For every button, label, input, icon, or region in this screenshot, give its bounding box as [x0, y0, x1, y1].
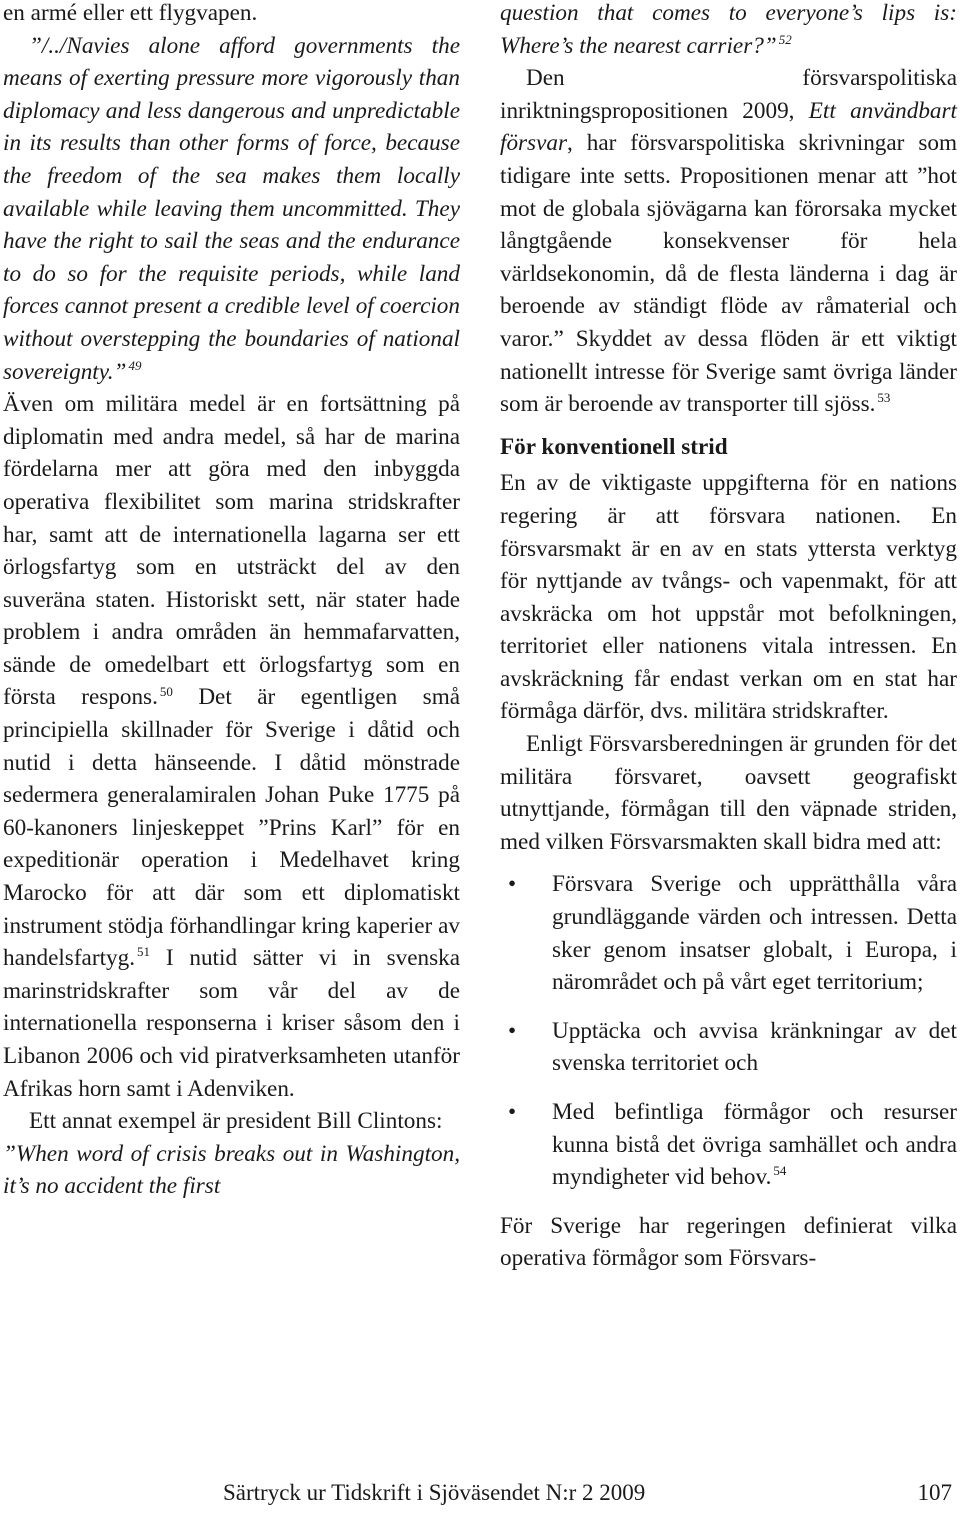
quote-text: question that comes to everyone’s lips is: Where’s the nearest carrier?” — [500, 0, 957, 59]
list-item — [500, 1015, 957, 1080]
body-paragraph: För Sverige har regeringen definierat vilka operativa förmågor som Försvars- — [500, 1212, 957, 1272]
body-paragraph — [500, 62, 957, 421]
body-paragraph: Enligt Försvarsberedningen är grunden för det militära försvaret, oavsett geografiskt utnyttjande, förmågan till den väpnade striden, med vilken Försvarsmakten skall bidra med att: — [500, 731, 957, 855]
bullet-list — [500, 868, 957, 1193]
body-paragraph: Ett annat exempel är president Bill Clintons: — [29, 1108, 443, 1135]
bullet-icon: • — [508, 871, 517, 898]
footnote-ref-52: 52 — [778, 31, 792, 47]
body-paragraph: En av de viktigaste uppgifterna för en nations regering är att försvara nationen. En försvarsmakt är en av en stats yttersta verktyg för nyttjande av tvångs- och vapenmakt, för att avskräcka om hot uppstår mot befolkningen, territoriet eller nationens vitala intressen. En avskräckning får endast verkan om en stat har förmåga därför, dvs. militära stridskrafter. — [500, 470, 957, 725]
list-item-text: Med befintliga förmågor och resurser kunna bistå det övriga samhället och andra myndigheter vid behov. — [552, 1099, 957, 1191]
list-item-text: Försvara Sverige och upprätthålla våra grundläggande värden och intressen. Detta sker genom insatser globalt, i Europa, i närområdet och på vårt eget territorium; — [552, 871, 957, 996]
left-column — [3, 0, 460, 1203]
document-title: Ett användbart försvar — [500, 97, 957, 157]
right-column — [500, 0, 957, 1275]
bullet-icon: • — [508, 1017, 517, 1044]
footnote-ref-50: 50 — [159, 683, 173, 699]
paragraph-continuation: en armé eller ett flygvapen. — [3, 0, 258, 26]
block-quote: ”When word of crisis breaks out in Washington, it’s no accident the first — [3, 1140, 460, 1200]
footnote-ref-49: 49 — [128, 357, 142, 373]
block-quote — [3, 30, 460, 389]
paragraph-text: I nutid sätter vi in svenska marinstridskrafter som vår del av de internationella responserna i kriser såsom den i Libanon 2006 och vid piratverksamheten utanför Afrikas horn samt i Adenviken. — [3, 945, 461, 1102]
paragraph-text: Även om militära medel är en fortsättning på diplomatin med andra medel, så har de marina fördelarna mer att göra med den inbyggda operativa flexibilitet som marina stridskrafter har, samt att de internationella lagarna ser ett örlogsfartyg som en utsträckt del av den suveräna staten. Historiskt sett, när stater hade problem i andra områden än hemmafarvatten, sände de omedelbart ett örlogsfartyg som en första respons. — [3, 391, 460, 711]
paragraph-text: Den försvarspolitiska inriktningspropositionen 2009, — [500, 65, 957, 124]
body-paragraph — [3, 388, 460, 1105]
page-number: 107 — [917, 1480, 952, 1505]
paragraph-text: , har försvarspolitiska skrivningar som tidigare inte setts. Propositionen menar att ”hot mot de globala sjövägarna kan förorsaka mycket långtgående konsekvenser för hela världsekonomin, då de flesta länderna i dag är beroende av ständigt flöde av råmaterial och varor.” Skyddet av dessa flöden är ett viktigt nationellt intresse för Sverige samt övriga länder som är beroende av transporter till sjöss. — [500, 130, 957, 418]
footnote-ref-51: 51 — [137, 944, 150, 960]
paragraph-text: Det är egentligen små principiella skillnader för Sverige i dåtid och nutid i detta hänseende. I dåtid mönstrade sedermera generalamiralen Johan Puke 1775 på 60-kanoners linjeskeppet ”Prins Karl” för en expeditionär operation i Medelhavet kring Marocko för att där som ett diplomatiskt instrument stödja förhandlingar kring kaperier av handelsfartyg. — [3, 684, 461, 972]
footnote-ref-53: 53 — [877, 390, 891, 406]
list-item — [500, 868, 957, 998]
list-item — [500, 1096, 957, 1194]
block-quote-continuation — [500, 0, 957, 62]
quote-text: ”/../Navies alone afford governments the means of exerting pressure more vigorously than diplomacy and less dangerous and unpredictable in its results than other forms of force, because the freedom of the sea makes them locally available while leaving them uncommitted. They have the right to sail the seas and the endurance to do so for the requisite periods, while land forces cannot present a credible level of coercion without overstepping the boundaries of national sovereignty.” — [3, 32, 460, 385]
footer-source: Särtryck ur Tidskrift i Sjöväsendet N:r 2 2009 — [223, 1480, 646, 1505]
footnote-ref-54: 54 — [773, 1163, 787, 1179]
bullet-icon: • — [508, 1099, 517, 1125]
list-item-text: Upptäcka och avvisa kränkningar av det svenska territoriet och — [552, 1017, 957, 1077]
section-heading: För konventionell strid — [500, 433, 728, 460]
